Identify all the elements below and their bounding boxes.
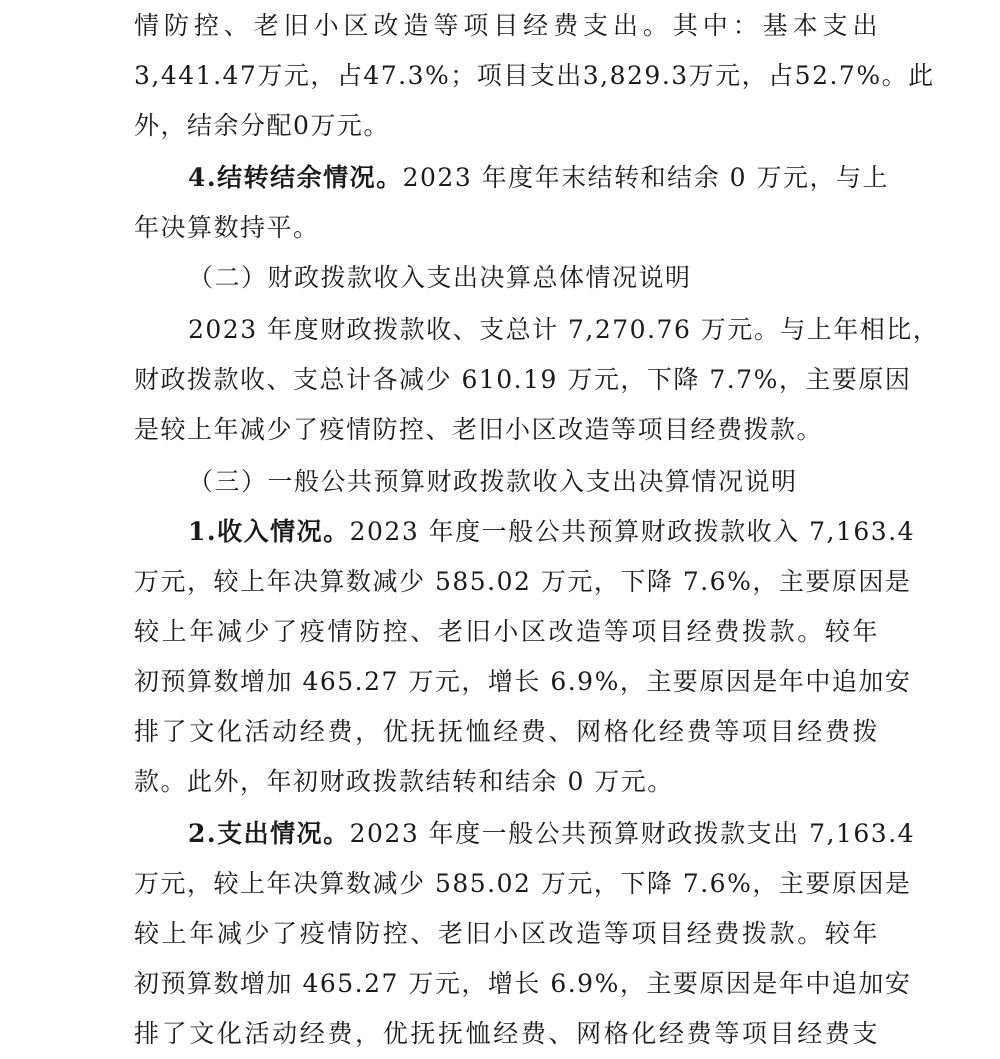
item-heading: 1.收入情况。 [188,517,350,546]
paragraph-line: 排了文化活动经费，优抚抚恤经费、网格化经费等项目经费拨 [134,717,879,746]
section-heading-line: 2.支出情况。2023 年度一般公共预算财政拨款支出 7,163.4 [188,819,916,848]
paragraph-line: 排了文化活动经费，优抚抚恤经费、网格化经费等项目经费支 [134,1019,879,1048]
section-heading: （三）一般公共预算财政拨款收入支出决算情况说明 [188,467,798,496]
paragraph-line: 初预算数增加 465.27 万元，增长 6.9%，主要原因是年中追加安 [134,667,912,696]
paragraph-line: 较上年减少了疫情防控、老旧小区改造等项目经费拨款。较年 [134,919,879,948]
paragraph-line: 万元，较上年决算数减少 585.02 万元，下降 7.6%，主要原因是 [134,869,912,898]
section-heading-line: 4.结转结余情况。2023 年度年末结转和结余 0 万元，与上 [188,163,889,192]
section-heading-line: 1.收入情况。2023 年度一般公共预算财政拨款收入 7,163.4 [188,517,916,546]
section-heading: （二）财政拨款收入支出决算总体情况说明 [188,263,692,292]
paragraph-line: 款。此外，年初财政拨款结转和结余 0 万元。 [134,767,674,796]
paragraph-line: 2023 年度财政拨款收、支总计 7,270.76 万元。与上年相比， [188,315,940,344]
paragraph-line: 情防控、老旧小区改造等项目经费支出。其中：基本支出 [134,11,879,40]
paragraph-line: 外，结余分配0万元。 [134,111,390,140]
item-heading: 2.支出情况。 [188,819,350,848]
paragraph-line: 年决算数持平。 [134,213,320,242]
paragraph-line: 财政拨款收、支总计各减少 610.19 万元，下降 7.7%，主要原因 [134,365,912,394]
paragraph-line: 较上年减少了疫情防控、老旧小区改造等项目经费拨款。较年 [134,617,879,646]
paragraph-line: 初预算数增加 465.27 万元，增长 6.9%，主要原因是年中追加安 [134,969,912,998]
paragraph-line: 是较上年减少了疫情防控、老旧小区改造等项目经费拨款。 [134,415,824,444]
paragraph-line: 万元，较上年决算数减少 585.02 万元，下降 7.6%，主要原因是 [134,567,912,596]
item-heading: 4.结转结余情况。 [188,163,403,192]
paragraph-line: 3,441.47万元，占47.3%；项目支出3,829.3万元，占52.7%。此 [134,61,935,90]
